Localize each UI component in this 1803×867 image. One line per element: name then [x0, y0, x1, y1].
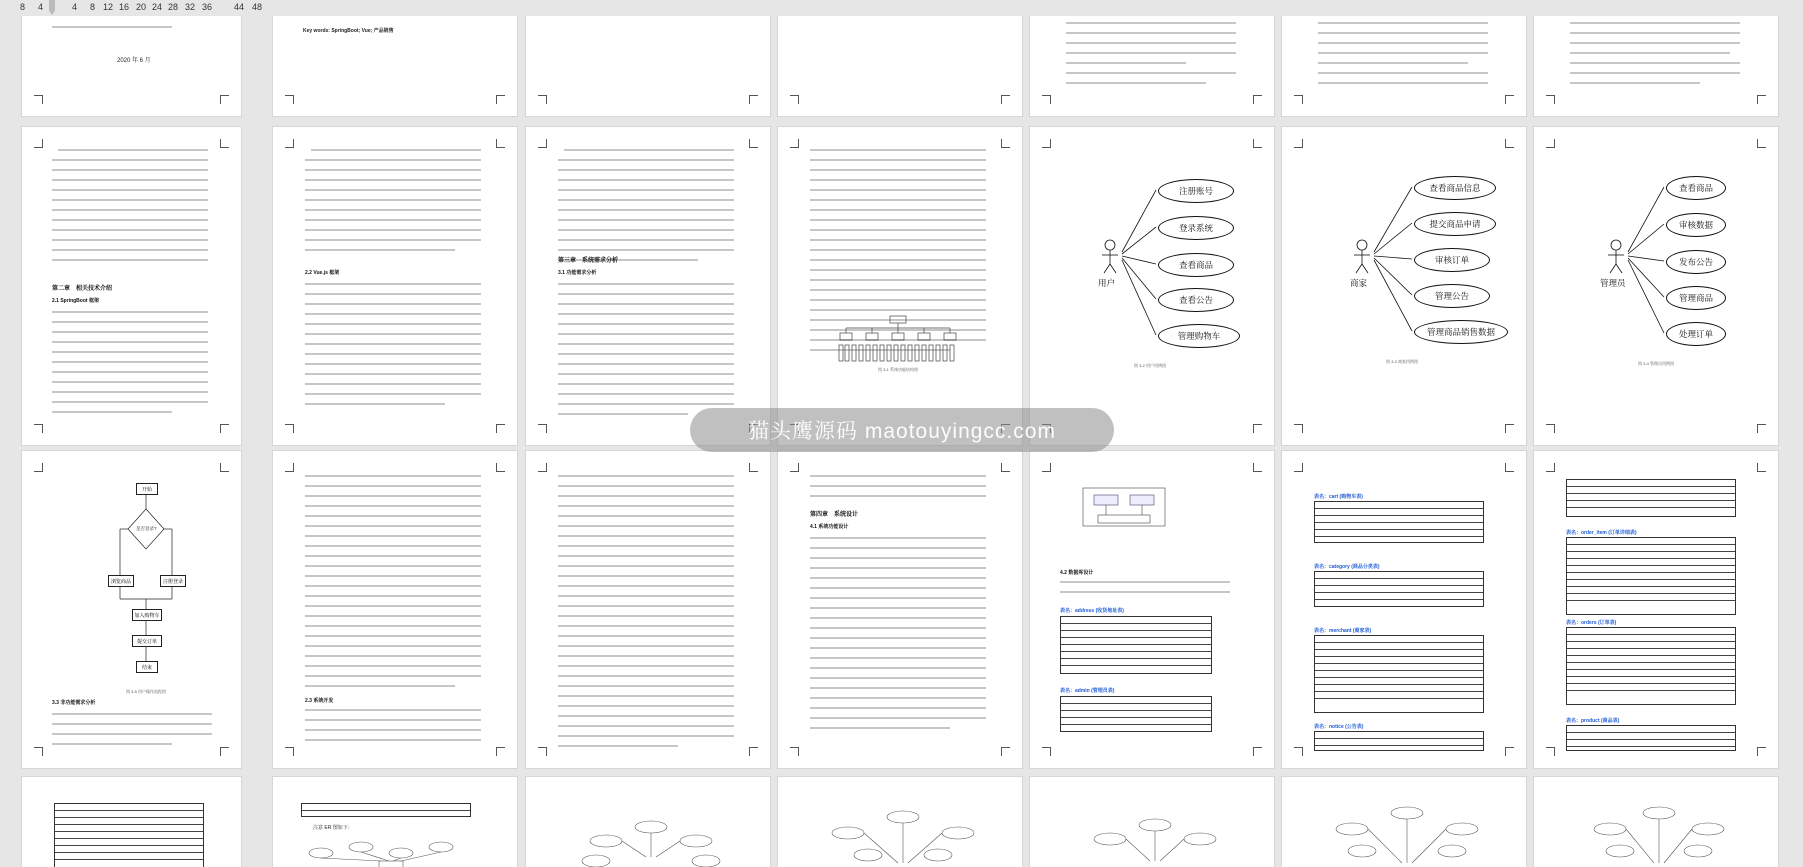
flow-end: 结束 — [136, 661, 158, 673]
usecase-oval: 管理商品 — [1666, 286, 1726, 310]
table-title: 表名：merchant (商家表) — [1314, 628, 1372, 634]
page-thumbnail[interactable] — [1282, 0, 1526, 116]
page-thumbnail[interactable] — [1030, 0, 1274, 116]
er-diagram — [818, 807, 988, 867]
db-table — [1060, 696, 1212, 732]
section-heading: 3.1 功能需求分析 — [558, 270, 597, 276]
page-thumbnail[interactable] — [1534, 127, 1778, 445]
zoom-tick: 28 — [168, 2, 179, 12]
usecase-oval: 审核数据 — [1666, 213, 1726, 237]
cover-date: 2020 年 6 月 — [117, 58, 151, 64]
usecase-oval: 发布公告 — [1666, 250, 1726, 274]
zoom-tick: 20 — [136, 2, 147, 12]
usecase-oval: 处理订单 — [1666, 322, 1726, 346]
db-table — [1314, 635, 1484, 713]
flow-start: 开始 — [136, 483, 158, 495]
usecase-oval: 管理购物车 — [1158, 324, 1240, 348]
page-thumbnail[interactable] — [273, 0, 517, 116]
table-title: 表名：category (商品分类表) — [1314, 564, 1380, 570]
page-thumbnail[interactable] — [22, 451, 241, 768]
zoom-tick: 4 — [38, 2, 44, 12]
page-thumbnail[interactable] — [22, 0, 241, 116]
usecase-oval: 提交商品申请 — [1414, 212, 1496, 236]
page-thumbnail[interactable] — [1534, 451, 1778, 768]
page-thumbnail[interactable] — [526, 127, 770, 445]
table-title: 表名：notice (公告表) — [1314, 724, 1364, 730]
usecase-oval: 注册账号 — [1158, 179, 1234, 203]
er-diagram — [1070, 817, 1240, 867]
page-thumbnail[interactable] — [778, 777, 1022, 867]
section-heading: 2.1 SpringBoot 框架 — [52, 298, 99, 304]
page-thumbnail[interactable] — [1282, 127, 1526, 445]
merchant-usecase-lines — [1282, 127, 1526, 445]
section-heading: 3.3 非功能需求分析 — [52, 700, 96, 706]
function-structure-diagram — [838, 315, 958, 363]
db-table — [1566, 479, 1736, 517]
db-table — [301, 803, 471, 817]
actor-label: 商家 — [1350, 278, 1368, 288]
zoom-tick: 32 — [185, 2, 196, 12]
usecase-oval: 审核订单 — [1414, 248, 1490, 272]
page-thumbnail[interactable] — [22, 127, 241, 445]
flow-box: 提交订单 — [132, 635, 162, 647]
table-title: 表名：orders (订单表) — [1566, 620, 1617, 626]
keywords: Key words: SpringBoot; Vue; 产品销售 — [303, 28, 394, 34]
chapter-heading: 第三章 系统需求分析 — [558, 258, 619, 264]
page-thumbnail[interactable] — [526, 777, 770, 867]
table-title: 表名：address (收货地址表) — [1060, 608, 1124, 614]
flow-decision: 是否登录? — [136, 526, 157, 531]
table-title: 表名：order_item (订单详细表) — [1566, 530, 1637, 536]
page-thumbnail[interactable] — [1030, 127, 1274, 445]
zoom-tick: 8 — [90, 2, 96, 12]
zoom-slider-thumb[interactable] — [49, 0, 55, 15]
section-heading: 2.3 系统开发 — [305, 698, 334, 704]
section-heading: 4.1 系统功能设计 — [810, 524, 849, 530]
zoom-tick: 8 — [20, 2, 26, 12]
page-thumbnail[interactable] — [1030, 777, 1274, 867]
zoom-tick: 16 — [119, 2, 130, 12]
table-title: 表名：cart (购物车表) — [1314, 494, 1363, 500]
section-heading: 2.2 Vue.js 框架 — [305, 270, 340, 276]
page-thumbnail[interactable] — [1282, 777, 1526, 867]
page-thumbnail[interactable] — [526, 0, 770, 116]
db-table — [1566, 537, 1736, 615]
db-table — [1314, 731, 1484, 751]
user-usecase-lines — [1030, 127, 1274, 445]
flow-box: 浏览商品 — [108, 575, 134, 587]
actor-label: 管理员 — [1600, 278, 1626, 288]
page-thumbnail[interactable] — [273, 777, 517, 867]
usecase-oval: 登录系统 — [1158, 216, 1234, 240]
usecase-oval: 管理商品销售数据 — [1414, 320, 1508, 344]
er-diagram — [1322, 805, 1492, 867]
usecase-oval: 查看商品 — [1666, 176, 1726, 200]
usecase-oval: 管理公告 — [1414, 284, 1490, 308]
usecase-oval: 查看公告 — [1158, 288, 1234, 312]
page-thumbnail[interactable] — [1534, 0, 1778, 116]
zoom-ruler[interactable] — [0, 0, 1803, 16]
figure-caption: 图 3-1 系统功能结构图 — [878, 367, 919, 372]
flow-box: 加入购物车 — [132, 609, 162, 621]
page-thumbnail[interactable] — [273, 127, 517, 445]
db-table — [1566, 725, 1736, 751]
zoom-tick: 44 — [234, 2, 245, 12]
page-thumbnail[interactable] — [1030, 451, 1274, 768]
zoom-tick: 48 — [252, 2, 263, 12]
admin-usecase-lines — [1534, 127, 1778, 445]
page-thumbnail[interactable] — [778, 127, 1022, 445]
page-thumbnail[interactable] — [778, 451, 1022, 768]
table-title: 表名：admin (管理员表) — [1060, 688, 1115, 694]
figure-caption: 图 3-3 商家用例图 — [1386, 359, 1419, 364]
page-thumbnail[interactable] — [1534, 777, 1778, 867]
er-note: 注意 ER 图如下： — [313, 825, 353, 831]
db-table — [1314, 571, 1484, 607]
figure-caption: 图 3-2 用户用例图 — [1134, 363, 1167, 368]
chapter-heading: 第四章 系统设计 — [810, 512, 859, 518]
figure-caption: 图 3-5 用户操作流程图 — [126, 689, 167, 694]
page-thumbnail[interactable] — [778, 0, 1022, 116]
watermark-banner: 猫头鹰源码 maotouyingcc.com — [690, 408, 1114, 452]
page-thumbnail[interactable] — [22, 777, 241, 867]
er-diagram — [566, 817, 736, 867]
page-thumbnail[interactable] — [1282, 451, 1526, 768]
flow-box: 注册登录 — [160, 575, 186, 587]
zoom-tick: 12 — [103, 2, 114, 12]
figure-caption: 图 3-4 管理员用例图 — [1638, 361, 1675, 366]
architecture-diagram — [1082, 487, 1166, 527]
er-diagram — [301, 835, 481, 867]
actor-label: 用户 — [1098, 278, 1116, 288]
usecase-oval: 查看商品 — [1158, 253, 1234, 277]
usecase-oval: 查看商品信息 — [1414, 176, 1496, 200]
page-thumbnail[interactable] — [526, 451, 770, 768]
section-heading: 4.2 数据库设计 — [1060, 570, 1094, 576]
table-title: 表名：product (商品表) — [1566, 718, 1620, 724]
zoom-tick: 36 — [202, 2, 213, 12]
er-diagram — [1574, 805, 1744, 867]
db-table — [1314, 501, 1484, 543]
zoom-tick: 4 — [72, 2, 78, 12]
db-table — [1060, 616, 1212, 674]
db-table — [54, 803, 204, 867]
db-table — [1566, 627, 1736, 705]
zoom-tick: 24 — [152, 2, 163, 12]
chapter-heading: 第二章 相关技术介绍 — [52, 286, 113, 292]
page-thumbnail[interactable] — [273, 451, 517, 768]
